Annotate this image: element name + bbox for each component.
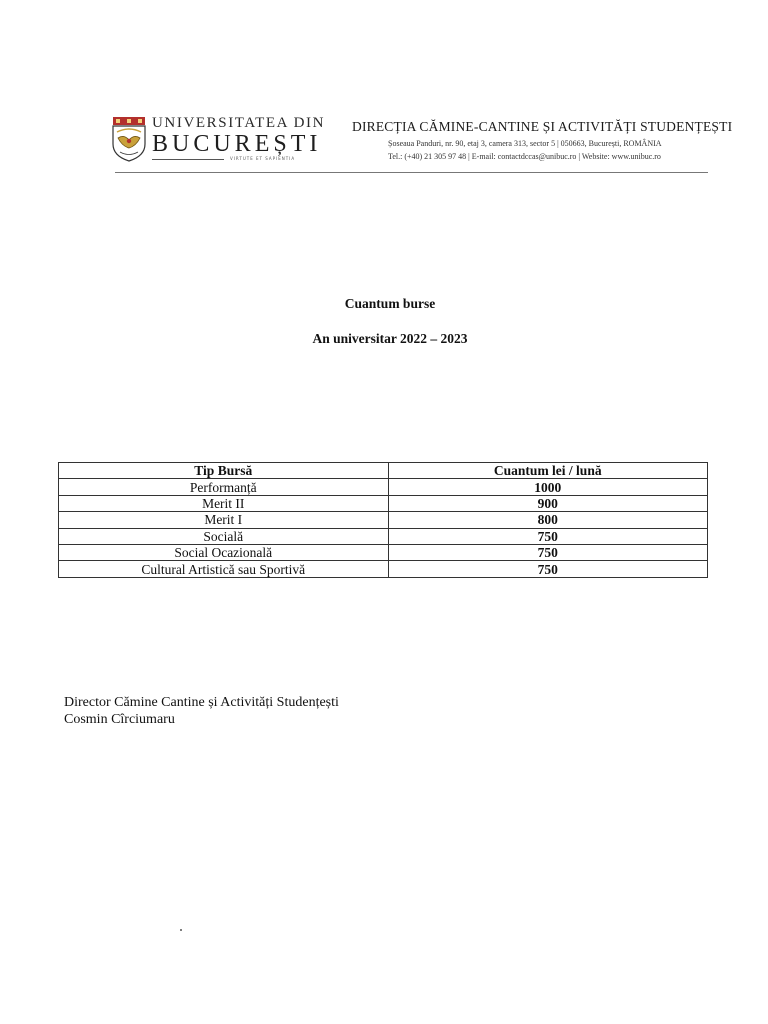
scholarship-table (58, 462, 708, 578)
scan-speck (180, 929, 182, 931)
scholarship-type: Merit II (59, 495, 389, 511)
document-subtitle: An universitar 2022 – 2023 (312, 331, 468, 346)
scholarship-type: Socială (59, 528, 389, 544)
university-name-line1: UNIVERSITATEA DIN (152, 115, 326, 131)
table-row (59, 544, 708, 560)
department-contact: Tel.: (+40) 21 305 97 48 | E-mail: contactdccas@unibuc.ro | Website: www.unibuc.ro (388, 152, 661, 161)
table-header-row (59, 463, 708, 479)
document-title: Cuantum burse (344, 296, 436, 311)
table-row (59, 561, 708, 577)
table-row (59, 512, 708, 528)
scholarship-amount: 750 (388, 528, 708, 544)
table-row (59, 528, 708, 544)
scholarship-amount: 750 (388, 561, 708, 577)
header-divider (115, 172, 708, 173)
university-name-line2: BUCUREȘTI (152, 131, 322, 157)
scholarship-amount: 1000 (388, 479, 708, 495)
university-motto: VIRTUTE ET SAPIENTIA (230, 156, 296, 161)
department-title: DIRECȚIA CĂMINE-CANTINE ȘI ACTIVITĂȚI STUDENȚEȘTI (352, 119, 733, 134)
scholarship-type: Merit I (59, 512, 389, 528)
scholarship-amount: 900 (388, 495, 708, 511)
table-row (59, 495, 708, 511)
scholarship-type: Social Ocazională (59, 544, 389, 560)
university-crest-icon (112, 116, 146, 162)
scholarship-amount: 750 (388, 544, 708, 560)
signatory-role: Director Cămine Cantine și Activități Studențești (64, 695, 339, 710)
header-amount: Cuantum lei / lună (388, 463, 708, 479)
scholarship-type: Performanță (59, 479, 389, 495)
motto-divider (152, 159, 224, 160)
scholarship-amount: 800 (388, 512, 708, 528)
table-row (59, 479, 708, 495)
header-scholarship-type: Tip Bursă (59, 463, 389, 479)
signatory-name: Cosmin Cîrciumaru (64, 712, 175, 727)
department-address: Șoseaua Panduri, nr. 90, etaj 3, camera 313, sector 5 | 050663, București, ROMÂNIA (388, 139, 662, 148)
scholarship-type: Cultural Artistică sau Sportivă (59, 561, 389, 577)
